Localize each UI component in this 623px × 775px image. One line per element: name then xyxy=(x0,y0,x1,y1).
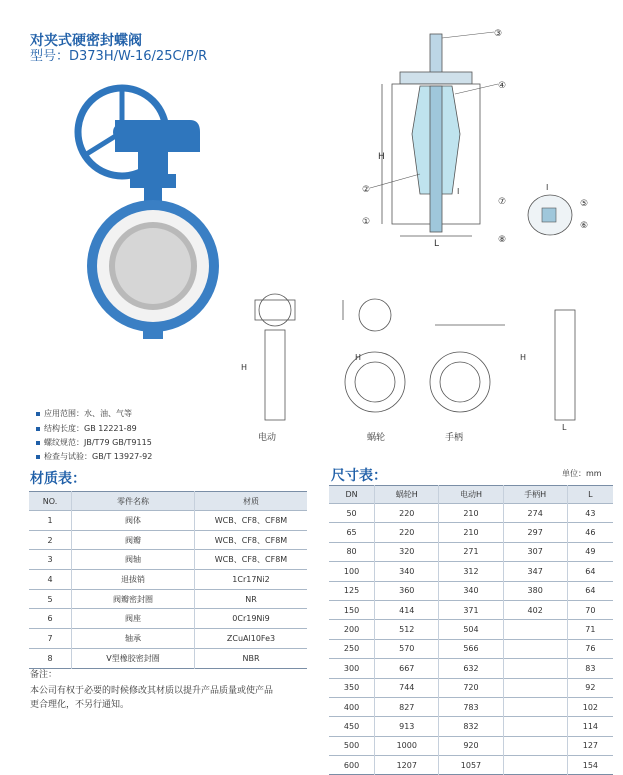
table-cell: 64 xyxy=(567,562,613,581)
table-cell: 2 xyxy=(29,530,72,550)
table-cell: WCB、CF8、CF8M xyxy=(195,550,308,570)
callout-4: ④ xyxy=(498,81,507,91)
table-cell: 500 xyxy=(329,736,375,755)
table-cell: 827 xyxy=(375,697,439,716)
lever-h-label: H xyxy=(520,353,527,362)
table-cell: 7 xyxy=(29,629,72,649)
table-cell: 920 xyxy=(439,736,503,755)
material-row xyxy=(29,648,307,668)
column-dn: DN xyxy=(329,486,375,504)
table-cell xyxy=(503,717,567,736)
dimension-row xyxy=(329,581,613,600)
table-cell: 1 xyxy=(29,511,72,531)
table-cell: 46 xyxy=(567,523,613,542)
product-title: 对夹式硬密封蝶阀 xyxy=(30,33,142,49)
table-cell: 114 xyxy=(567,717,613,736)
caption-lever: 手柄 xyxy=(445,433,464,443)
table-cell xyxy=(503,678,567,697)
product-model: 型号：D373H/W-16/25C/P/R xyxy=(30,49,208,64)
materials-table xyxy=(29,491,307,669)
section-drawing xyxy=(360,24,520,254)
table-cell xyxy=(503,659,567,678)
table-cell: 1Cr17Ni2 xyxy=(195,570,308,590)
table-cell: 400 xyxy=(329,697,375,716)
dimension-row xyxy=(329,504,613,523)
table-cell: 360 xyxy=(375,581,439,600)
table-cell: 1057 xyxy=(439,756,503,775)
table-cell: 100 xyxy=(329,562,375,581)
table-cell: 220 xyxy=(375,504,439,523)
material-row xyxy=(29,511,307,531)
table-cell: 250 xyxy=(329,639,375,658)
table-cell: 5 xyxy=(29,589,72,609)
spec-thread: 螺纹规范：JB/T79 GB/T9115 xyxy=(36,437,152,448)
table-cell: 50 xyxy=(329,504,375,523)
table-cell: 43 xyxy=(567,504,613,523)
table-cell: 210 xyxy=(439,523,503,542)
table-cell: 320 xyxy=(375,542,439,561)
table-cell: 210 xyxy=(439,504,503,523)
valve-photo xyxy=(60,70,230,350)
table-cell: WCB、CF8、CF8M xyxy=(195,530,308,550)
table-cell: 783 xyxy=(439,697,503,716)
table-cell: 102 xyxy=(567,697,613,716)
table-cell: 744 xyxy=(375,678,439,697)
table-cell: 414 xyxy=(375,600,439,619)
column-l: L xyxy=(567,486,613,504)
h-dimension-label: H xyxy=(378,152,385,162)
table-cell: 504 xyxy=(439,620,503,639)
table-cell: 6 xyxy=(29,609,72,629)
table-cell: 832 xyxy=(439,717,503,736)
table-cell: 80 xyxy=(329,542,375,561)
table-cell: 566 xyxy=(439,639,503,658)
table-cell: 307 xyxy=(503,542,567,561)
spec-application: 应用范围：水、油、气等 xyxy=(36,408,132,419)
table-cell: 371 xyxy=(439,600,503,619)
i-detail-mark: I xyxy=(457,187,460,196)
table-cell: 402 xyxy=(503,600,567,619)
callout-5: ⑤ xyxy=(580,199,589,209)
dimension-row xyxy=(329,600,613,619)
table-cell: 350 xyxy=(329,678,375,697)
material-row xyxy=(29,550,307,570)
table-cell: 271 xyxy=(439,542,503,561)
table-cell: 154 xyxy=(567,756,613,775)
table-cell: 720 xyxy=(439,678,503,697)
caption-electric: 电动 xyxy=(258,433,277,443)
note-line-1: 本公司有权于必要的时候修改其材质以提升产品质量或使产品 xyxy=(30,686,274,696)
table-cell: 127 xyxy=(567,736,613,755)
table-cell: 退拔销 xyxy=(72,570,195,590)
column-worm-h: 蜗轮H xyxy=(375,486,439,504)
caption-worm: 蜗轮 xyxy=(367,433,386,443)
table-cell: 380 xyxy=(503,581,567,600)
table-cell: 200 xyxy=(329,620,375,639)
dimension-row xyxy=(329,717,613,736)
dimension-row xyxy=(329,659,613,678)
table-cell: 150 xyxy=(329,600,375,619)
table-cell: 3 xyxy=(29,550,72,570)
detail-drawing xyxy=(520,180,600,240)
column-lever-h: 手柄H xyxy=(503,486,567,504)
dimension-row xyxy=(329,562,613,581)
note-label: 备注： xyxy=(30,670,58,680)
dimension-row xyxy=(329,639,613,658)
table-cell: 92 xyxy=(567,678,613,697)
table-cell: 632 xyxy=(439,659,503,678)
material-row xyxy=(29,570,307,590)
column-part-name: 零件名称 xyxy=(72,492,195,511)
table-cell: 667 xyxy=(375,659,439,678)
materials-heading: 材质表： xyxy=(30,471,86,487)
table-cell: 512 xyxy=(375,620,439,639)
note-line-2: 更合理化，不另行通知。 xyxy=(30,700,130,710)
table-cell xyxy=(503,697,567,716)
dimension-row xyxy=(329,542,613,561)
table-cell: 600 xyxy=(329,756,375,775)
table-cell: ZCuAl10Fe3 xyxy=(195,629,308,649)
table-cell: 274 xyxy=(503,504,567,523)
table-cell: 70 xyxy=(567,600,613,619)
callout-6: ⑥ xyxy=(580,221,589,231)
table-cell: 570 xyxy=(375,639,439,658)
table-cell: 297 xyxy=(503,523,567,542)
table-cell: 450 xyxy=(329,717,375,736)
dimension-row xyxy=(329,678,613,697)
table-cell: 阀体 xyxy=(72,511,195,531)
table-cell: 阀瓣 xyxy=(72,530,195,550)
callout-8: ⑧ xyxy=(498,235,507,245)
table-cell: 8 xyxy=(29,648,72,668)
table-cell: V型橡胶密封圈 xyxy=(72,648,195,668)
table-cell: 4 xyxy=(29,570,72,590)
table-cell: 1207 xyxy=(375,756,439,775)
table-cell: 312 xyxy=(439,562,503,581)
table-cell: WCB、CF8、CF8M xyxy=(195,511,308,531)
table-cell: 65 xyxy=(329,523,375,542)
table-cell: 64 xyxy=(567,581,613,600)
dimension-row xyxy=(329,697,613,716)
table-cell xyxy=(503,736,567,755)
dimension-row xyxy=(329,620,613,639)
table-cell xyxy=(503,620,567,639)
material-row xyxy=(29,589,307,609)
table-cell: 1000 xyxy=(375,736,439,755)
material-row xyxy=(29,530,307,550)
table-cell: 阀座 xyxy=(72,609,195,629)
column-no: NO. xyxy=(29,492,72,511)
dimension-row xyxy=(329,523,613,542)
column-material: 材质 xyxy=(195,492,308,511)
table-cell: NBR xyxy=(195,648,308,668)
table-cell: 340 xyxy=(439,581,503,600)
callout-1: ① xyxy=(362,217,371,227)
l-dimension-label: L xyxy=(434,239,440,249)
worm-h-label: H xyxy=(355,353,362,362)
table-cell: 阀轴 xyxy=(72,550,195,570)
table-cell: NR xyxy=(195,589,308,609)
table-cell: 49 xyxy=(567,542,613,561)
table-cell: 913 xyxy=(375,717,439,736)
spec-length: 结构长度：GB 12221-89 xyxy=(36,423,137,434)
dimensions-heading: 尺寸表： xyxy=(331,468,387,484)
table-cell: 300 xyxy=(329,659,375,678)
table-cell: 76 xyxy=(567,639,613,658)
lever-l-label: L xyxy=(562,423,567,430)
table-cell: 0Cr19Ni9 xyxy=(195,609,308,629)
table-cell: 125 xyxy=(329,581,375,600)
table-cell: 轴承 xyxy=(72,629,195,649)
callout-7: ⑦ xyxy=(498,197,507,207)
table-cell: 71 xyxy=(567,620,613,639)
callout-2: ② xyxy=(362,185,371,195)
callout-3: ③ xyxy=(494,29,503,39)
table-cell xyxy=(503,756,567,775)
electric-h-label: H xyxy=(241,363,248,372)
table-cell: 347 xyxy=(503,562,567,581)
detail-i-label: I xyxy=(546,183,549,192)
dimension-row xyxy=(329,736,613,755)
operator-drawings xyxy=(235,290,605,430)
table-cell: 83 xyxy=(567,659,613,678)
table-cell: 340 xyxy=(375,562,439,581)
table-cell xyxy=(503,639,567,658)
table-cell: 220 xyxy=(375,523,439,542)
spec-inspection: 检查与试验：GB/T 13927-92 xyxy=(36,451,152,462)
material-row xyxy=(29,609,307,629)
table-cell: 阀瓣密封圈 xyxy=(72,589,195,609)
dimension-row xyxy=(329,756,613,775)
material-row xyxy=(29,629,307,649)
unit-label: 单位：mm xyxy=(562,469,602,478)
dimensions-table xyxy=(329,485,613,775)
column-electric-h: 电动H xyxy=(439,486,503,504)
